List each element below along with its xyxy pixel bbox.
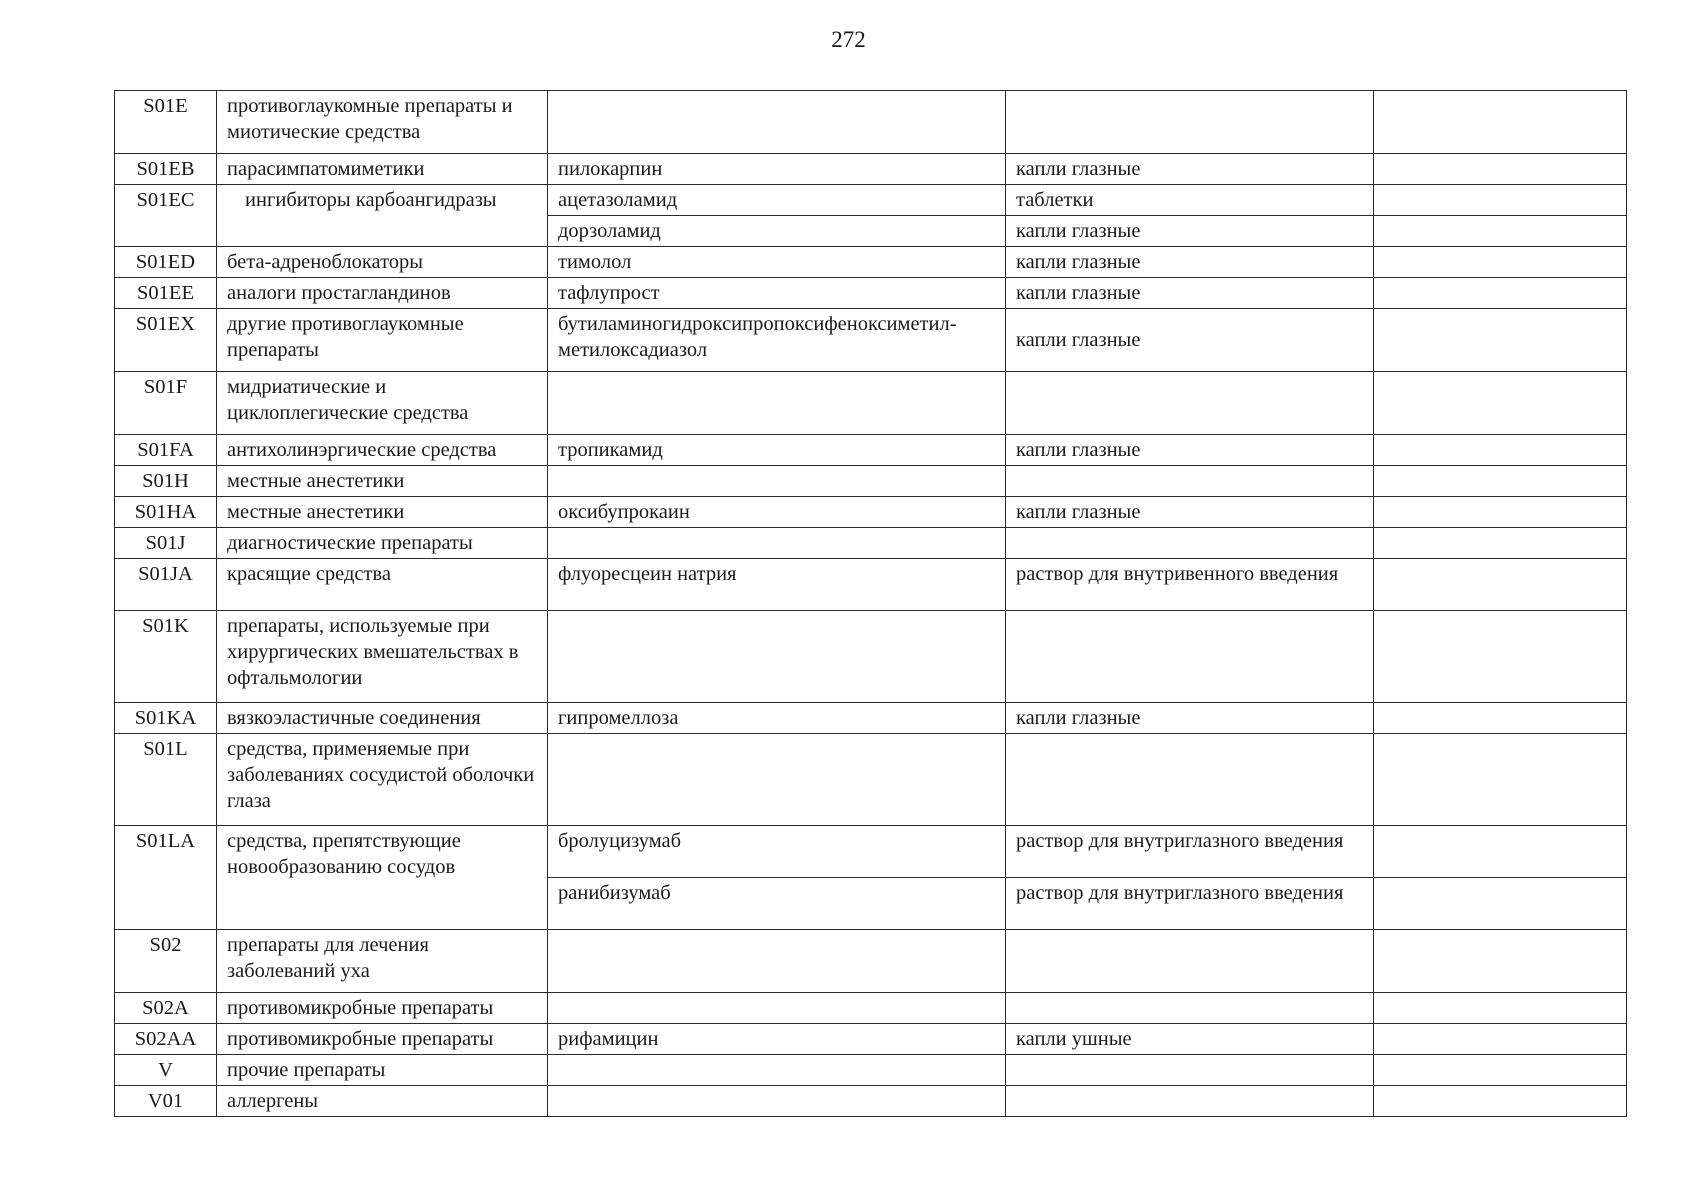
anatomical-therapeutic-group: аналоги простагландинов <box>217 278 548 309</box>
atc-code: S01EB <box>115 154 217 185</box>
anatomical-therapeutic-group: прочие препараты <box>217 1055 548 1086</box>
empty-cell <box>1374 559 1627 611</box>
table-row <box>115 611 1627 703</box>
table-row <box>115 91 1627 154</box>
dosage-form: капли глазные <box>1006 703 1374 734</box>
dosage-form <box>1006 1086 1374 1117</box>
anatomical-therapeutic-group: противоглаукомные препараты и миотические средства <box>217 91 548 154</box>
table-row <box>115 734 1627 826</box>
drug-substance <box>548 1055 1006 1086</box>
atc-code: S01H <box>115 466 217 497</box>
drug-substance <box>548 528 1006 559</box>
atc-code: S01L <box>115 734 217 826</box>
atc-code: S02A <box>115 993 217 1024</box>
dosage-form <box>1006 930 1374 993</box>
empty-cell <box>1374 185 1627 216</box>
atc-code: S01EX <box>115 309 217 372</box>
table-row <box>115 435 1627 466</box>
atc-code: S01K <box>115 611 217 703</box>
anatomical-therapeutic-group: местные анестетики <box>217 466 548 497</box>
table-row <box>115 528 1627 559</box>
empty-cell <box>1374 309 1627 372</box>
atc-code: S01FA <box>115 435 217 466</box>
empty-cell <box>1374 703 1627 734</box>
table-row <box>115 703 1627 734</box>
empty-cell <box>1374 497 1627 528</box>
table-row <box>115 247 1627 278</box>
atc-code: S02 <box>115 930 217 993</box>
dosage-form <box>1006 466 1374 497</box>
dosage-form: капли глазные <box>1006 247 1374 278</box>
drug-substance: гипромеллоза <box>548 703 1006 734</box>
empty-cell <box>1374 278 1627 309</box>
empty-cell <box>1374 826 1627 878</box>
empty-cell <box>1374 435 1627 466</box>
atc-code: S01F <box>115 372 217 435</box>
dosage-form: капли глазные <box>1006 309 1374 372</box>
anatomical-therapeutic-group: аллергены <box>217 1086 548 1117</box>
table-row <box>115 1086 1627 1117</box>
empty-cell <box>1374 216 1627 247</box>
drug-substance <box>548 611 1006 703</box>
empty-cell <box>1374 1086 1627 1117</box>
table-row <box>115 154 1627 185</box>
atc-code: S01EC <box>115 185 217 247</box>
anatomical-therapeutic-group: антихолинэргические средства <box>217 435 548 466</box>
dosage-form <box>1006 734 1374 826</box>
dosage-form: раствор для внутривенного введения <box>1006 559 1374 611</box>
drug-substance <box>548 930 1006 993</box>
anatomical-therapeutic-group: препараты для лечения заболеваний уха <box>217 930 548 993</box>
drug-substance: тимолол <box>548 247 1006 278</box>
drug-substance <box>548 466 1006 497</box>
atc-code: S01J <box>115 528 217 559</box>
dosage-form <box>1006 611 1374 703</box>
dosage-form: раствор для внутриглазного введения <box>1006 826 1374 878</box>
table-row <box>115 497 1627 528</box>
atc-code: V <box>115 1055 217 1086</box>
empty-cell <box>1374 611 1627 703</box>
page-number: 272 <box>831 27 866 52</box>
drug-substance: пилокарпин <box>548 154 1006 185</box>
atc-code: S01JA <box>115 559 217 611</box>
drug-table <box>114 90 1627 1117</box>
empty-cell <box>1374 91 1627 154</box>
empty-cell <box>1374 247 1627 278</box>
drug-substance: оксибупрокаин <box>548 497 1006 528</box>
anatomical-therapeutic-group: другие противоглаукомные препараты <box>217 309 548 372</box>
empty-cell <box>1374 154 1627 185</box>
drug-substance <box>548 372 1006 435</box>
empty-cell <box>1374 734 1627 826</box>
anatomical-therapeutic-group: диагностические препараты <box>217 528 548 559</box>
drug-substance: тропикамид <box>548 435 1006 466</box>
dosage-form <box>1006 372 1374 435</box>
atc-code: S02AA <box>115 1024 217 1055</box>
anatomical-therapeutic-group: местные анестетики <box>217 497 548 528</box>
drug-substance: рифамицин <box>548 1024 1006 1055</box>
empty-cell <box>1374 930 1627 993</box>
empty-cell <box>1374 993 1627 1024</box>
anatomical-therapeutic-group: парасимпатомиметики <box>217 154 548 185</box>
atc-code: S01E <box>115 91 217 154</box>
drug-substance <box>548 734 1006 826</box>
table-row <box>115 993 1627 1024</box>
drug-substance: бутиламиногидроксипропоксифеноксиметил-метилоксадиазол <box>548 309 1006 372</box>
dosage-form <box>1006 993 1374 1024</box>
anatomical-therapeutic-group: противомикробные препараты <box>217 1024 548 1055</box>
dosage-form <box>1006 91 1374 154</box>
table-row <box>115 826 1627 878</box>
dosage-form: капли глазные <box>1006 216 1374 247</box>
table-row <box>115 185 1627 216</box>
anatomical-therapeutic-group: средства, препятствующие новообразованию сосудов <box>217 826 548 930</box>
anatomical-therapeutic-group: противомикробные препараты <box>217 993 548 1024</box>
anatomical-therapeutic-group: средства, применяемые при заболеваниях сосудистой оболочки глаза <box>217 734 548 826</box>
table-row <box>115 559 1627 611</box>
anatomical-therapeutic-group: ингибиторы карбоангидразы <box>217 185 548 247</box>
atc-code: V01 <box>115 1086 217 1117</box>
dosage-form: таблетки <box>1006 185 1374 216</box>
drug-substance <box>548 91 1006 154</box>
table-row <box>115 466 1627 497</box>
anatomical-therapeutic-group: красящие средства <box>217 559 548 611</box>
anatomical-therapeutic-group: препараты, используемые при хирургических вмешательствах в офтальмологии <box>217 611 548 703</box>
table-row <box>115 1024 1627 1055</box>
empty-cell <box>1374 1024 1627 1055</box>
drug-substance: флуоресцеин натрия <box>548 559 1006 611</box>
drug-substance: дорзоламид <box>548 216 1006 247</box>
table-row <box>115 1055 1627 1086</box>
empty-cell <box>1374 878 1627 930</box>
atc-code: S01EE <box>115 278 217 309</box>
dosage-form: капли глазные <box>1006 497 1374 528</box>
dosage-form: раствор для внутриглазного введения <box>1006 878 1374 930</box>
atc-code: S01LA <box>115 826 217 930</box>
empty-cell <box>1374 1055 1627 1086</box>
dosage-form: капли глазные <box>1006 154 1374 185</box>
empty-cell <box>1374 372 1627 435</box>
table-row <box>115 309 1627 372</box>
drug-substance: тафлупрост <box>548 278 1006 309</box>
dosage-form <box>1006 528 1374 559</box>
atc-code: S01KA <box>115 703 217 734</box>
drug-substance: ацетазоламид <box>548 185 1006 216</box>
table-row <box>115 930 1627 993</box>
anatomical-therapeutic-group: вязкоэластичные соединения <box>217 703 548 734</box>
table-row <box>115 278 1627 309</box>
drug-substance <box>548 993 1006 1024</box>
drug-substance: бролуцизумаб <box>548 826 1006 878</box>
drug-substance: ранибизумаб <box>548 878 1006 930</box>
anatomical-therapeutic-group: бета-адреноблокаторы <box>217 247 548 278</box>
dosage-form: капли глазные <box>1006 278 1374 309</box>
anatomical-therapeutic-group: мидриатические и циклоплегические средства <box>217 372 548 435</box>
dosage-form: капли ушные <box>1006 1024 1374 1055</box>
empty-cell <box>1374 466 1627 497</box>
dosage-form: капли глазные <box>1006 435 1374 466</box>
dosage-form <box>1006 1055 1374 1086</box>
empty-cell <box>1374 528 1627 559</box>
drug-substance <box>548 1086 1006 1117</box>
table-row <box>115 372 1627 435</box>
atc-code: S01HA <box>115 497 217 528</box>
atc-code: S01ED <box>115 247 217 278</box>
